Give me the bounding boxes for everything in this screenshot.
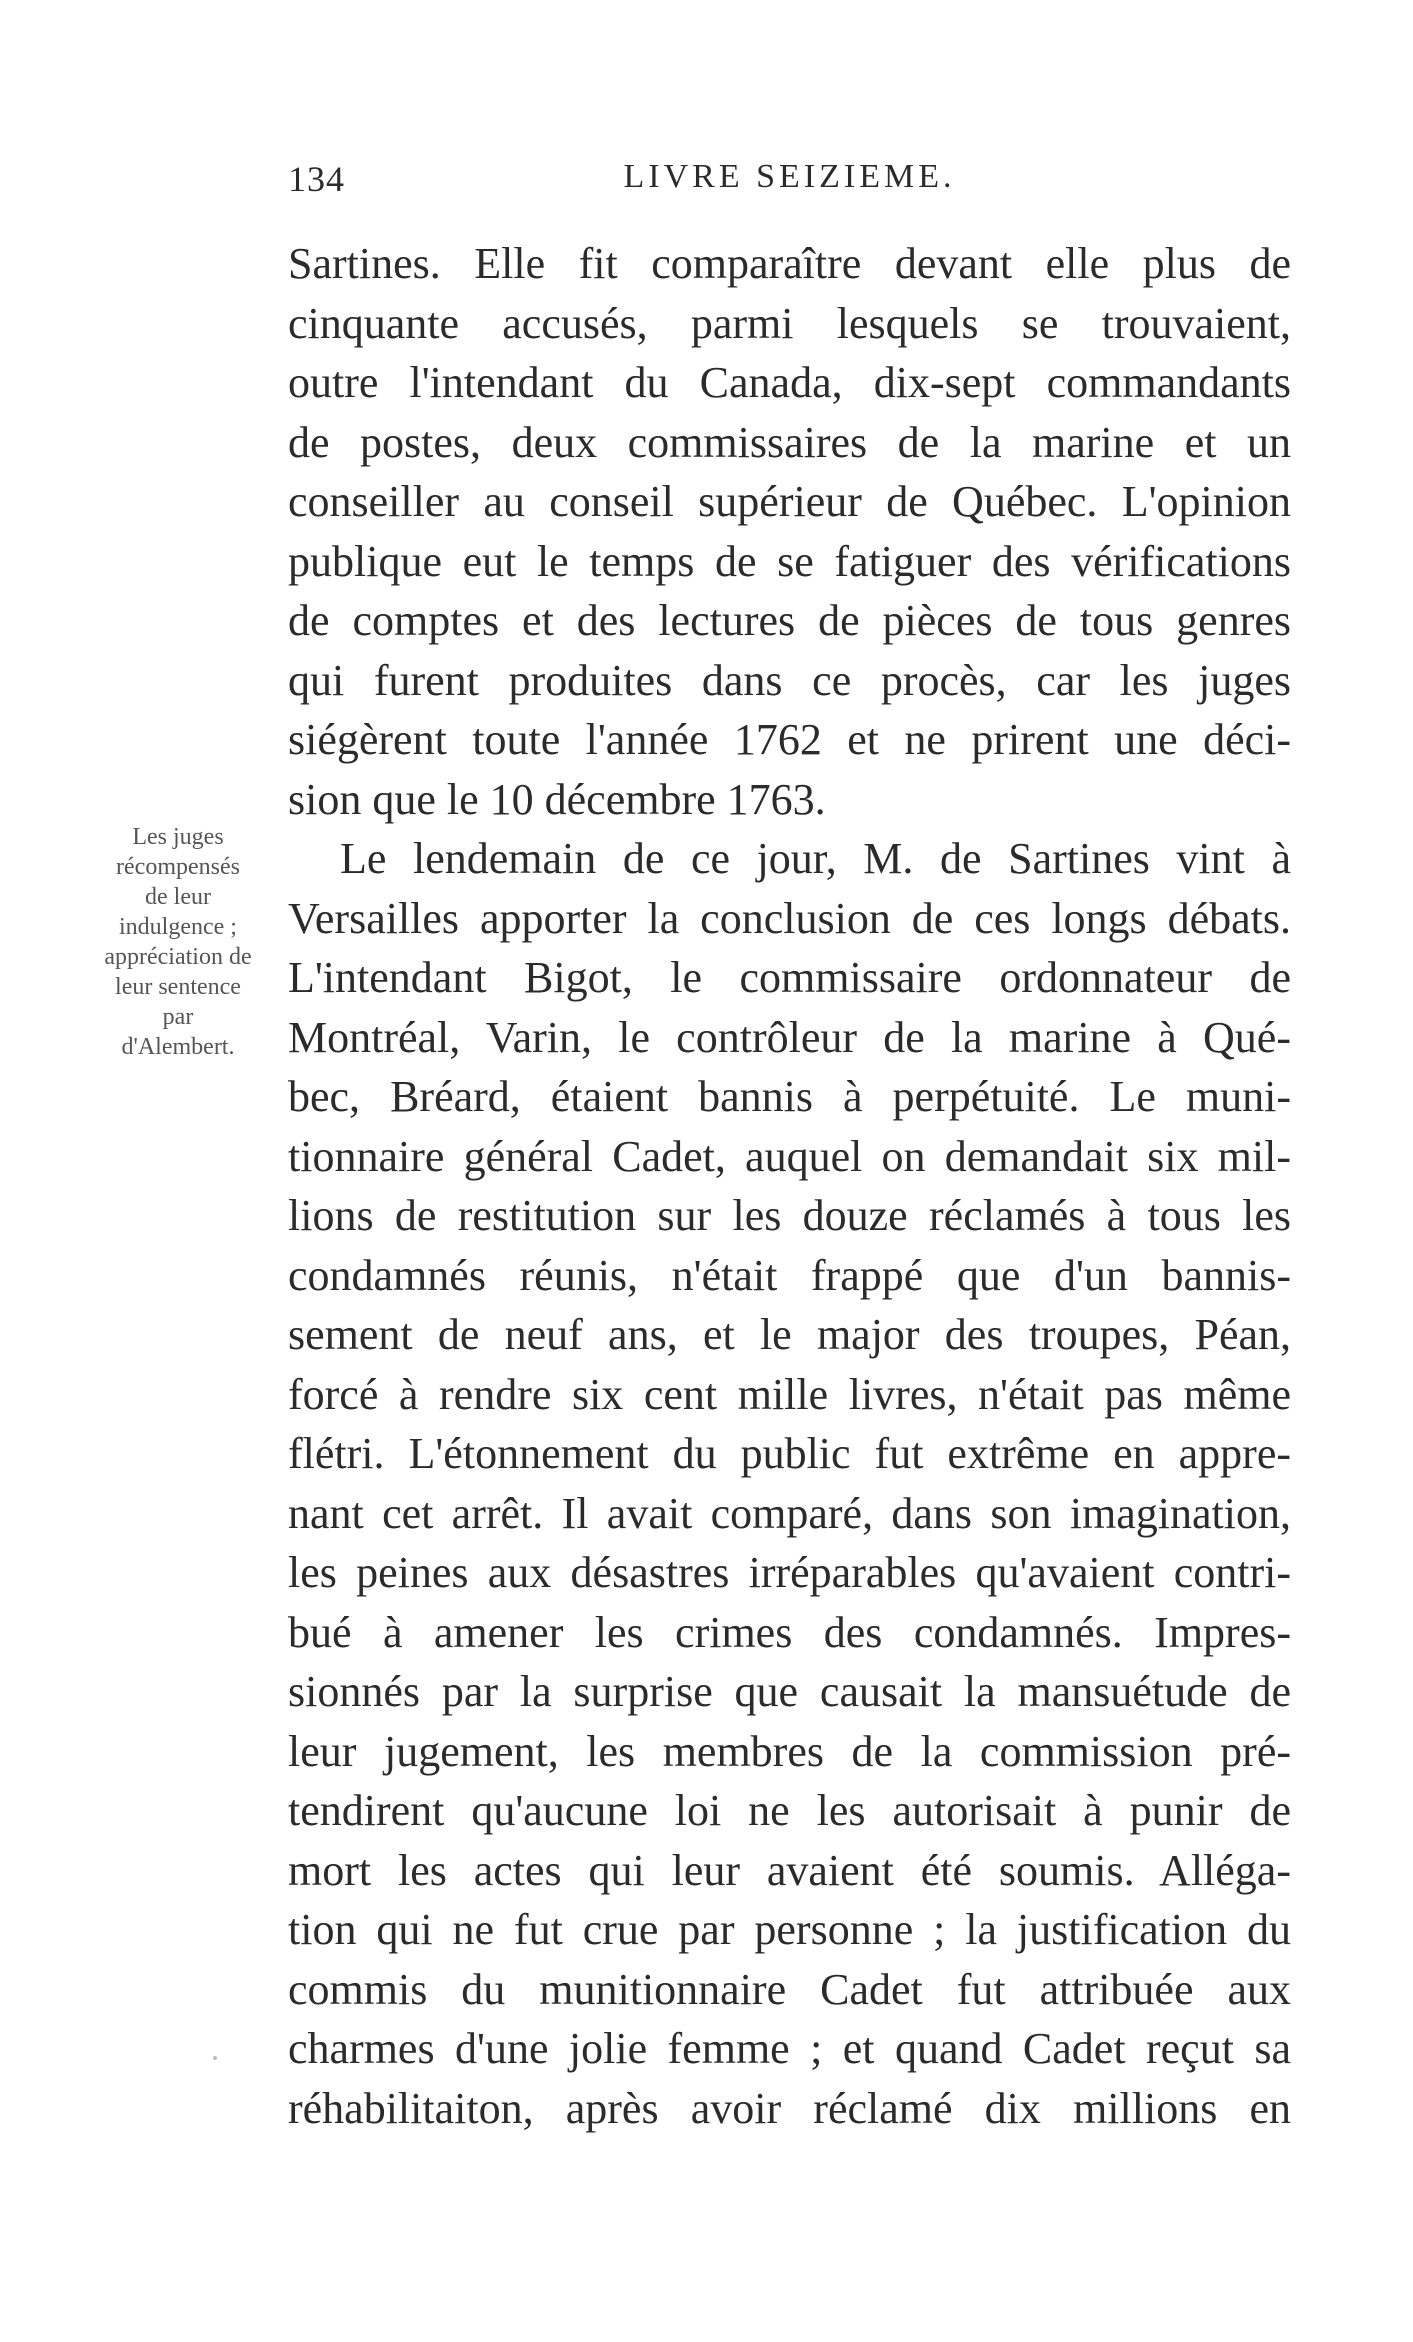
text-line: réhabilitaiton, après avoir réclamé dix millions en: [288, 2083, 1291, 2133]
text-line: tion qui ne fut crue par personne ; la justification du: [288, 1905, 1291, 1954]
text-line: bué à amener les crimes des condamnés. Impres-: [288, 1607, 1291, 1657]
text-line: forcé à rendre six cent mille livres, n'était pas même: [288, 1369, 1291, 1419]
text-line: charmes d'une jolie femme ; et quand Cadet reçut sa: [288, 2024, 1291, 2073]
text-line: flétri. L'étonnement du public fut extrême en appre-: [288, 1429, 1291, 1478]
text-line: Montréal, Varin, le contrôleur de la marine à Qué-: [288, 1012, 1291, 1062]
margin-note-line: indulgence ;: [119, 914, 237, 940]
margin-note-line: leur sentence: [115, 974, 241, 1000]
margin-note: [80, 822, 276, 1062]
text-line: nant cet arrêt. Il avait comparé, dans son imagination,: [288, 1488, 1291, 1538]
text-line: leur jugement, les membres de la commission pré-: [288, 1726, 1291, 1776]
body-text: [288, 234, 1291, 2138]
text-line: commis du munitionnaire Cadet fut attribuée aux: [288, 1964, 1291, 2014]
margin-note-line: de leur: [145, 884, 211, 910]
margin-note-line: récompensés: [116, 854, 240, 880]
text-line: publique eut le temps de se fatiguer des vérifications: [288, 536, 1291, 586]
page-header: [288, 158, 1291, 208]
text-line: bec, Bréard, étaient bannis à perpétuité. Le muni-: [288, 1072, 1291, 1121]
text-line: sionnés par la surprise que causait la mansuétude de: [288, 1667, 1291, 1716]
paragraph-start-line: Le lendemain de ce jour, M. de Sartines vint à: [340, 834, 1291, 883]
text-line: L'intendant Bigot, le commissaire ordonnateur de: [288, 953, 1291, 1002]
margin-note-line: Les juges: [132, 824, 224, 850]
text-line: outre l'intendant du Canada, dix-sept commandants: [288, 358, 1291, 407]
print-speck: [213, 2056, 217, 2060]
text-line: de comptes et des lectures de pièces de tous genres: [288, 596, 1291, 645]
text-line: de postes, deux commissaires de la marine et un: [288, 417, 1291, 467]
text-line: lions de restitution sur les douze réclamés à tous les: [288, 1191, 1291, 1240]
text-line: mort les actes qui leur avaient été soumis. Alléga-: [288, 1845, 1291, 1895]
text-line: Versailles apporter la conclusion de ces longs débats.: [288, 893, 1291, 943]
text-line: Sartines. Elle fit comparaître devant elle plus de: [288, 239, 1291, 288]
running-title: LIVRE SEIZIEME.: [623, 158, 956, 195]
text-line: qui furent produites dans ce procès, car les juges: [288, 655, 1291, 705]
margin-note-line: d'Alembert.: [121, 1034, 235, 1060]
text-line: les peines aux désastres irréparables qu'avaient contri-: [288, 1548, 1291, 1597]
text-line: tionnaire général Cadet, auquel on demandait six mil-: [288, 1131, 1291, 1181]
margin-note-line: appréciation de: [104, 944, 252, 970]
text-line: conseiller au conseil supérieur de Québec. L'opinion: [288, 477, 1291, 526]
margin-note-line: par: [162, 1004, 194, 1030]
paragraph-end-line: sion que le 10 décembre 1763.: [288, 774, 826, 824]
page-number: 134: [288, 159, 345, 199]
text-line: sement de neuf ans, et le major des troupes, Péan,: [288, 1310, 1291, 1359]
text-line: siégèrent toute l'année 1762 et ne prirent une déci-: [288, 715, 1291, 764]
text-line: tendirent qu'aucune loi ne les autorisait à punir de: [288, 1786, 1291, 1835]
text-line: cinquante accusés, parmi lesquels se trouvaient,: [288, 298, 1291, 348]
text-line: condamnés réunis, n'était frappé que d'un bannis-: [288, 1250, 1291, 1300]
